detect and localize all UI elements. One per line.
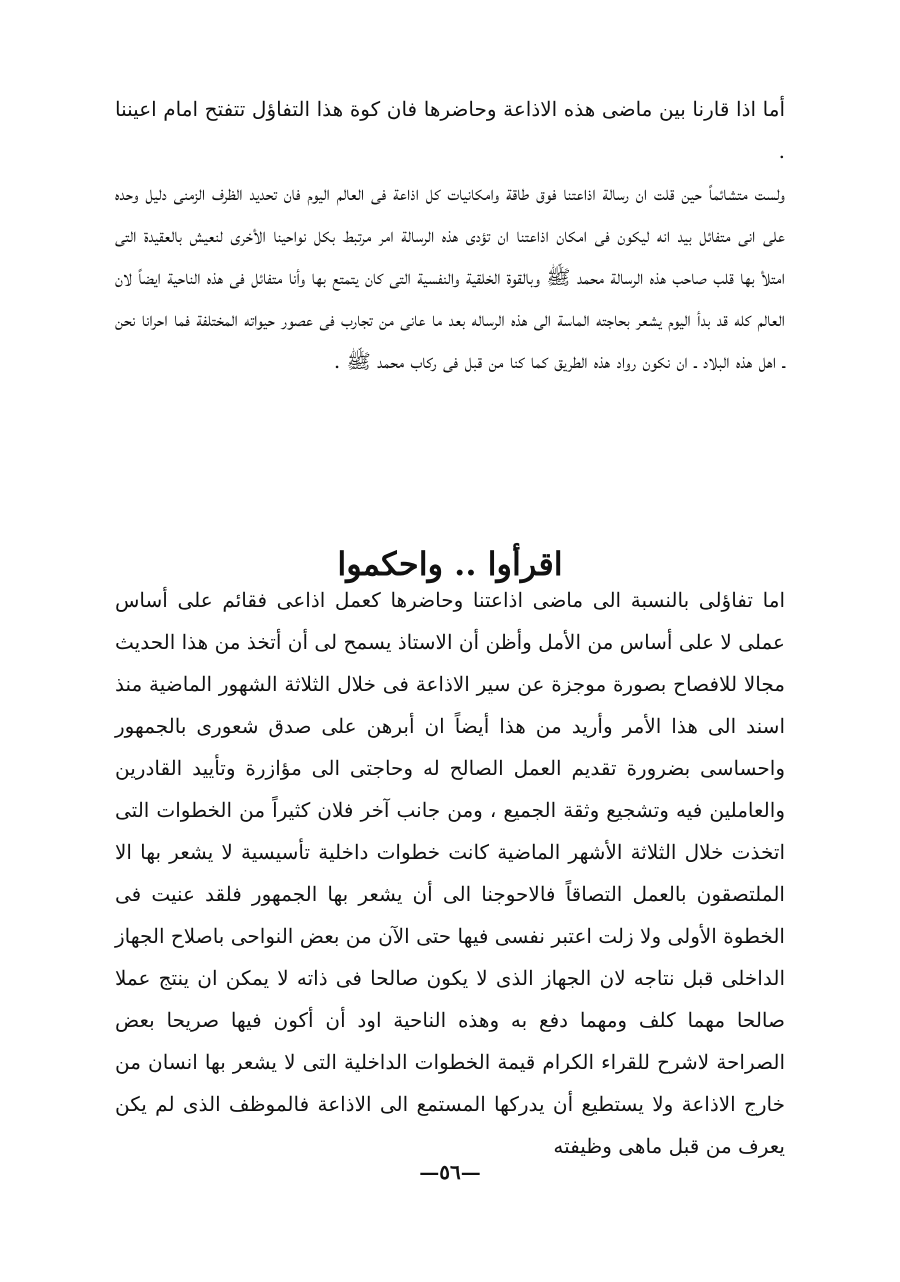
body-text-top-main: [115, 172, 785, 382]
paragraph-radio-steps: اما تفاؤلى بالنسبة الى ماضى اذاعتنا وحاضرها كعمل اذاعى فقائم على أساس عملى لا على أساس من الأمل وأظن أن الاستاذ يسمح لى أن أتخذ من هذا الحديث مجالا للافصاح بصورة موجزة عن سير الاذاعة فى خلال الثلاثة الشهور الماضية منذ اسند الى هذا الأمر وأريد من هذا أيضاً ان أبرهن على صدق شعورى بالجمهور واحساسى بضرورة تقديم العمل الصالح له وحاجتى الى مؤازرة وتأييد القادرين والعاملين فيه وتشجيع وثقة الجميع ، ومن جانب آخر فلان كثيراً من الخطوات التى اتخذت خلال الثلاثة الأشهر الماضية كانت خطوات داخلية تأسيسية لا يشعر بها الا الملتصقون بالعمل التصاقاً فالاحوجنا الى أن يشعر بها الجمهور فلقد عنيت فى الخطوة الأولى ولا زلت اعتبر نفسى فيها حتى الآن من بعض النواحى باصلاح الجهاز الداخلى قبل نتاجه لان الجهاز الذى لا يكون صالحا فى ذاته لا يمكن ان ينتج عملا صالحا مهما كلف ومهما دفع به وهذه الناحية اود أن أكون فيها صريحا بعض الصراحة لاشرح للقراء الكرام قيمة الخطوات الداخلية التى لا يشعر بها انسان من خارج الاذاعة ولا يستطيع أن يدركها المستمع الى الاذاعة فالموظف الذى لم يكن يعرف من قبل ماهى وظيفته: [115, 588, 785, 1158]
paragraph-optimism: ولست متشائماً حين قلت ان رسالة اذاعتنا فوق طاقة وامكانيات كل اذاعة فى العالم اليوم فان تحديد الظرف الزمنى دليل وحده على انى متفائل بيد انه ليكون فى امكان اذاعتنا ان تؤدى هذه الرسالة امر مرتبط بكل نواحينا الأخرى لنعيش بالعقيدة التى امتلأ بها قلب صاحب هذه الرسالة محمد ﷺ وبالقوة الخلقية والنفسية التى كان يتمتع بها وأنا متفائل فى هذه الناحية ايضاً لان العالم كله قد بدأ اليوم يشعر بحاجته الماسة الى هذه الرساله بعد ما عانى من تجارب فى عصور حيواته المختلفة فما احرانا نحن ـ اهل هذه البلاد ـ ان نكون رواد هذه الطريق كما كنا من قبل فى ركاب محمد ﷺ .: [115, 181, 785, 373]
body-text-bottom: [115, 579, 785, 1167]
section-heading: اقرأوا .. واحكموا: [337, 545, 563, 584]
page-number: —٥٦—: [419, 1160, 481, 1184]
body-text-top-intro: [115, 88, 785, 172]
paragraph-intro: أما اذا قارنا بين ماضى هذه الاذاعة وحاضرها فان كوة هذا التفاؤل تتفتح امام اعيننا .: [115, 97, 785, 163]
